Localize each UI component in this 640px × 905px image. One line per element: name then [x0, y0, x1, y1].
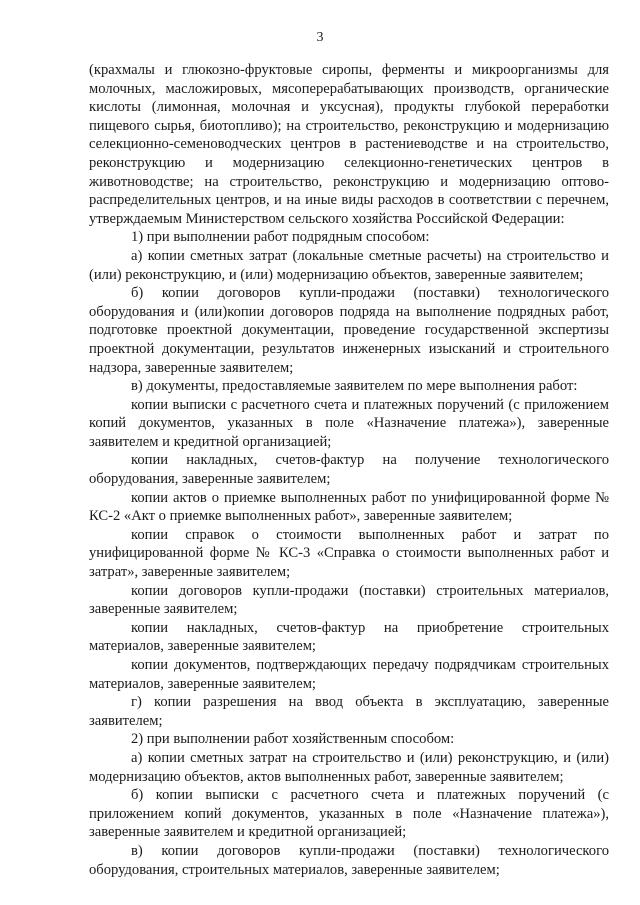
page-number: 3 [316, 30, 324, 45]
paragraph-material-transfer: копии документов, подтверждающих передачу подрядчикам строительных материалов, заверенные заявителем; [89, 657, 609, 692]
paragraph-item-1b: б) копии договоров купли-продажи (поставки) технологического оборудования и (или)копии договоров подряда на выполнение подрядных работ, подготовке проектной документации, проведение государственной экспертизы проектной документации, результатов инженерных изысканий и строительного надзора, заверенные заявителем; [89, 285, 609, 376]
paragraph-ks2-acts: копии актов о приемке выполненных работ по унифицированной форме № КС-2 «Акт о приемке выполненных работ», заверенные заявителем; [89, 489, 609, 525]
paragraph-item-2a: а) копии сметных затрат на строительство и (или) реконструкцию, и (или) модернизацию объектов, актов выполненных работ, заверенные заявителем; [89, 749, 609, 785]
paragraph-material-contracts: копии договоров купли-продажи (поставки) строительных материалов, заверенные заявителем; [89, 582, 609, 618]
paragraph-item-2: 2) при выполнении работ хозяйственным способом: [131, 731, 455, 748]
paragraph-item-1: 1) при выполнении работ подрядным способом: [131, 229, 430, 246]
paragraph-ks3-certificates: копии справок о стоимости выполненных работ и затрат по унифицированной форме № КС-3 «Справка о стоимости выполненных работ и затрат», заверенные заявителем; [89, 526, 609, 581]
paragraph-continuation: (крахмалы и глюкозно-фруктовые сиропы, ферменты и микроорганизмы для молочных, масложировых, мясоперерабатывающих производств, органические кислоты (лимонная, молочная и уксусная), продукты глубокой переработки пищевого сырья, биотопливо); на строительство, реконструкцию и модернизацию селекционно-семеноводческих центров в растениеводстве и на строительство, реконструкцию и модернизацию селекционно-генетических центров в животноводстве; на строительство, реконструкцию и модернизацию оптово-распределительных центров, и на иные виды расходов в соответствии с перечнем, утверждаемым Министерством сельского хозяйства Российской Федерации: [89, 62, 609, 227]
paragraph-item-1g: г) копии разрешения на ввод объекта в эксплуатацию, заверенные заявителем; [89, 694, 609, 729]
paragraph-bank-statements: копии выписки с расчетного счета и платежных поручений (с приложением копий документов, указанных в поле «Назначение платежа»), заверенные заявителем и кредитной организацией; [89, 396, 609, 450]
paragraph-invoices-equipment: копии накладных, счетов-фактур на получение технологического оборудования, заверенные заявителем; [89, 452, 609, 488]
paragraph-item-1a: а) копии сметных затрат (локальные сметные расчеты) на строительство и (или) реконструкцию, и (или) модернизацию объектов, заверенные заявителем; [89, 247, 609, 283]
paragraph-invoices-materials: копии накладных, счетов-фактур на приобретение строительных материалов, заверенные заявителем; [89, 619, 609, 655]
paragraph-item-1v: в) документы, предоставляемые заявителем по мере выполнения работ: [131, 378, 578, 395]
document-body [89, 61, 609, 879]
paragraph-item-2v: в) копии договоров купли-продажи (поставки) технологического оборудования, строительных материалов, заверенные заявителем; [89, 842, 609, 878]
paragraph-item-2b: б) копии выписки с расчетного счета и платежных поручений (с приложением копий документов, указанных в поле «Назначение платежа»), заверенные заявителем и кредитной организацией; [89, 787, 609, 841]
